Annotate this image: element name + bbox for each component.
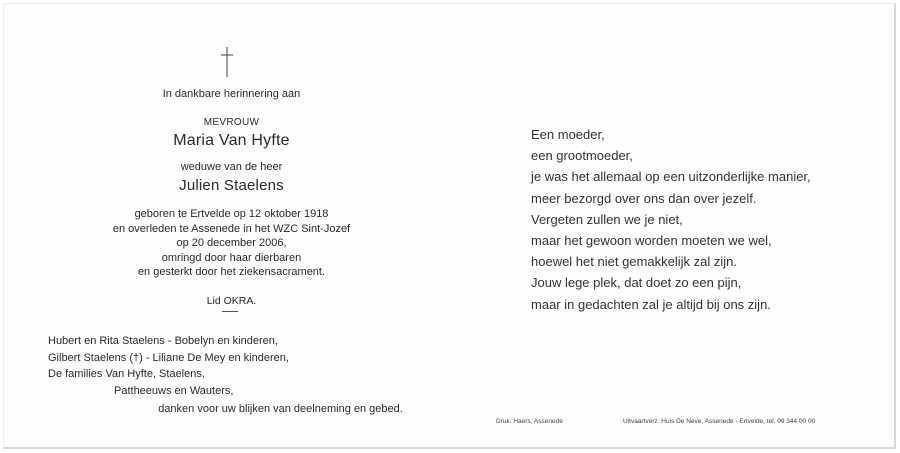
- printer-credit: Druk. Haers, Assenede: [496, 418, 563, 425]
- bio-line: op 20 december 2006,: [176, 237, 287, 249]
- poem-line: Een moeder,: [531, 127, 605, 142]
- bio-block: [4, 207, 459, 280]
- cross-icon: [219, 46, 235, 78]
- membership-text: Lid OKRA.: [206, 295, 257, 307]
- family-line: De families Van Hyfte, Staelens,: [48, 368, 205, 380]
- poem-line: hoewel het niet gemakkelijk zal zijn.: [531, 254, 737, 270]
- poem-line: je was het allemaal op een uitzonderlijke manier,: [531, 169, 811, 185]
- husband-name: Julien Staelens: [179, 177, 284, 194]
- poem-block: [531, 124, 811, 315]
- funeral-home-credit: Uitvaartverz. Huis De Neve, Assenede - Ertvelde, tel. 09 344 00 00: [623, 418, 816, 425]
- family-line: Gilbert Staelens (†) - Liliane De Mey en kinderen,: [48, 351, 289, 364]
- title-label: MEVROUW: [203, 117, 260, 128]
- families-block: [48, 333, 289, 399]
- deceased-name: Maria Van Hyfte: [173, 132, 290, 149]
- divider: [222, 311, 238, 312]
- bio-line: geboren te Ertvelde op 12 oktober 1918: [134, 208, 329, 220]
- thanks-text: danken voor uw blijken van deelneming en gebed.: [158, 403, 403, 415]
- bio-line: omringd door haar dierbaren: [161, 251, 302, 264]
- family-line: Hubert en Rita Staelens - Bobelyn en kinderen,: [48, 335, 278, 347]
- poem-line: Jouw lege plek, dat doet zo een pijn,: [531, 275, 742, 291]
- memorial-card: [3, 3, 896, 449]
- widow-text: weduwe van de heer: [180, 161, 283, 173]
- bio-line: en overleden te Assenede in het WZC Sint-Jozef: [112, 222, 351, 235]
- poem-line: maar in gedachten zal je altijd bij ons zijn.: [531, 296, 771, 312]
- poem-line: Vergeten zullen we je niet,: [531, 211, 683, 227]
- poem-line: een grootmoeder,: [531, 148, 633, 164]
- poem-line: meer bezorgd over ons dan over jezelf.: [531, 190, 757, 206]
- bio-line: en gesterkt door het ziekensacrament.: [137, 266, 326, 278]
- family-line: Pattheeuws en Wauters,: [114, 384, 234, 397]
- intro-text: In dankbare herinnering aan: [162, 88, 301, 100]
- poem-line: maar het gewoon worden moeten we wel,: [531, 232, 772, 248]
